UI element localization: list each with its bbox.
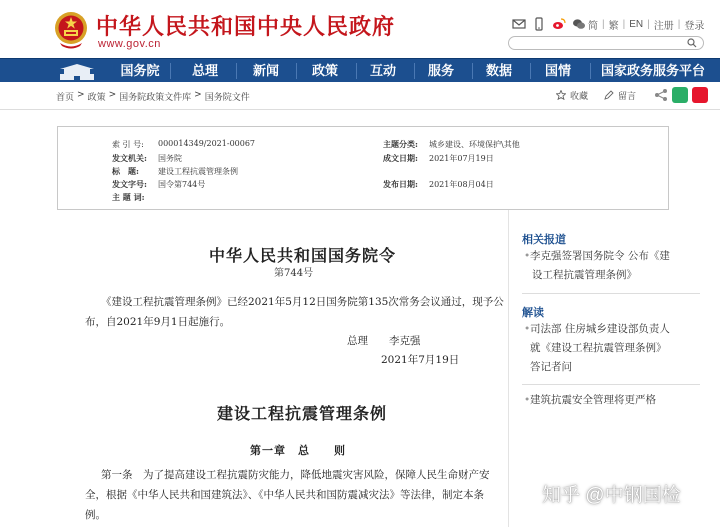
top-links: 简 | 繁 | EN | 注册 | 登录 [588, 19, 705, 32]
interpretation-link[interactable] [524, 391, 700, 410]
nav-divider [170, 63, 171, 79]
breadcrumb-state-council-docs[interactable]: 国务院文件 [204, 93, 250, 103]
decree-title: 中华人民共和国国务院令 [209, 246, 397, 265]
mobile-icon[interactable] [532, 17, 546, 31]
bullet-dot: • [524, 323, 531, 335]
nav-divider [296, 63, 297, 79]
zhihu-watermark: 知乎 @中钢国检 [542, 485, 681, 506]
interpretation-line[interactable]: 司法部 住房城乡建设部负责人 [530, 323, 670, 335]
article-line: 例。 [85, 509, 106, 521]
related-report-line[interactable]: 设工程抗震管理条例》 [532, 269, 637, 281]
meta-docno-value: 国令第744号 [158, 180, 206, 189]
meta-title-value: 建设工程抗震管理条例 [158, 167, 238, 176]
meta-title-label: 标 题: [112, 166, 139, 176]
meta-index-value: 000014349/2021-00067 [158, 139, 256, 148]
breadcrumb-policy[interactable]: 政策 [87, 93, 106, 103]
search-input[interactable] [508, 36, 704, 50]
interpretation-heading: 解读 [522, 306, 544, 319]
sidebar-divider [522, 293, 700, 294]
breadcrumb: 首页 > 政策 > 国务院政策文件库 > 国务院文件 [56, 90, 250, 103]
breadcrumb-policy-library[interactable]: 国务院政策文件库 [119, 93, 192, 103]
nav-item-services[interactable]: 服务 [427, 63, 454, 78]
register-link[interactable]: 注册 [653, 21, 674, 32]
article-line: 第一条 为了提高建设工程抗震防灾能力，降低地震灾害风险，保障人民生命财产安 [101, 469, 490, 481]
meta-index-label: 索 引 号: [112, 140, 144, 149]
wechat-share-icon[interactable] [672, 87, 688, 103]
nav-item-data[interactable]: 数据 [485, 63, 512, 78]
related-reports-heading: 相关报道 [522, 233, 566, 246]
weibo-icon[interactable] [552, 17, 566, 31]
nav-item-premier[interactable]: 总理 [191, 63, 218, 78]
meta-published-label: 发布日期: [383, 179, 418, 189]
document-meta-table [57, 126, 669, 210]
tiananmen-home-icon[interactable] [52, 59, 102, 83]
traditional-link[interactable]: 繁 [608, 21, 619, 32]
mail-icon[interactable] [512, 17, 526, 31]
main-nav [0, 58, 720, 82]
paragraph-line: 《建设工程抗震管理条例》已经2021年5月12日国务院第135次常务会议通过，现予公 [101, 296, 504, 308]
bullet-dot: • [524, 250, 531, 262]
meta-created-value: 2021年07月19日 [429, 154, 494, 163]
nav-item-interaction[interactable]: 互动 [369, 63, 396, 78]
weibo-share-icon[interactable] [692, 87, 708, 103]
national-emblem-icon[interactable] [54, 10, 88, 50]
breadcrumb-row [0, 82, 720, 110]
article-tools [556, 87, 708, 103]
login-link[interactable]: 登录 [684, 21, 705, 32]
meta-docno-label: 发文字号: [112, 179, 147, 189]
decree-number: 第744号 [274, 268, 314, 279]
interpretation-line[interactable]: 就《建设工程抗震管理条例》 [530, 342, 667, 354]
search-icon[interactable] [687, 38, 697, 48]
article-body [57, 210, 509, 527]
site-title[interactable]: 中华人民共和国中央人民政府 [96, 14, 396, 40]
related-report-line[interactable]: 李克强签署国务院令 公布《建 [530, 250, 670, 262]
meta-issuer-label: 发文机关: [112, 153, 147, 163]
top-icon-bar [512, 16, 586, 32]
related-report-link[interactable] [524, 247, 700, 285]
paragraph-line: 布，自2021年9月1日起施行。 [85, 316, 231, 328]
meta-issuer-value: 国务院 [158, 154, 182, 163]
nav-item-news[interactable]: 新闻 [252, 63, 279, 78]
chapter-heading: 第一章 总 则 [250, 444, 346, 457]
sign-date: 2021年7月19日 [381, 354, 460, 366]
meta-keywords-label: 主 题 词: [112, 192, 145, 202]
interpretation-line[interactable]: 建筑抗震安全管理将更严格 [530, 394, 656, 406]
meta-published-value: 2021年08月04日 [429, 180, 494, 189]
nav-divider [236, 63, 237, 79]
pencil-icon[interactable] [604, 90, 614, 100]
bullet-dot: • [524, 394, 531, 406]
star-icon[interactable] [556, 90, 566, 100]
meta-created-label: 成文日期: [383, 153, 418, 163]
signer: 总理 李克强 [347, 335, 421, 347]
nav-divider [590, 63, 591, 79]
wechat-icon[interactable] [572, 17, 586, 31]
nav-item-service-platform[interactable]: 国家政务服务平台 [600, 63, 705, 78]
share-icon[interactable] [654, 88, 668, 102]
english-link[interactable]: EN [629, 19, 644, 30]
breadcrumb-home[interactable]: 首页 [56, 93, 75, 103]
regulation-title: 建设工程抗震管理条例 [217, 404, 388, 423]
site-header [0, 0, 720, 58]
nav-item-state-council[interactable]: 国务院 [120, 63, 160, 78]
interpretation-line[interactable]: 答记者问 [530, 361, 572, 373]
meta-category-label: 主题分类: [383, 139, 418, 149]
meta-category-value: 城乡建设、环境保护\其他 [429, 140, 520, 149]
comment-link[interactable]: 留言 [618, 91, 637, 102]
simplified-link[interactable]: 简 [588, 21, 598, 32]
article-line: 全，根据《中华人民共和国建筑法》、《中华人民共和国防震减灾法》等法律，制定本条 [85, 489, 484, 501]
interpretation-link[interactable] [524, 320, 700, 377]
sidebar-divider [522, 384, 700, 385]
nav-item-national-conditions[interactable]: 国情 [544, 63, 571, 78]
site-url[interactable]: www.gov.cn [98, 38, 161, 50]
favorite-link[interactable]: 收藏 [570, 91, 589, 102]
nav-item-policy[interactable]: 政策 [311, 63, 338, 78]
